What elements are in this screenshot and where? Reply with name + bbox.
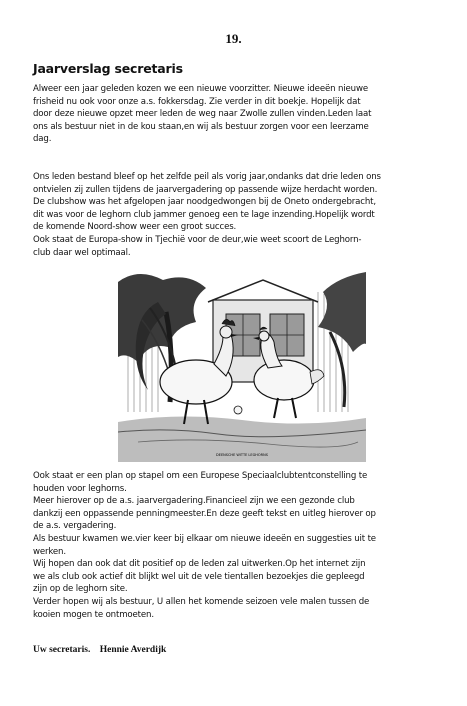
text-line: door deze nieuwe opzet meer leden de weg naar Zwolle zullen vinden.Leden laat bbox=[33, 109, 372, 120]
text-line: Ook staat er een plan op stapel om een Europese Speciaalclubtentconstelling te bbox=[33, 471, 368, 481]
text-line: we als club ook actief dit blijkt wel uit de vele tientallen bezoekjes die gepleegd bbox=[33, 571, 365, 582]
text-line: dankzij een oppassende penningmeester.En deze geeft tekst en uitleg hierover op bbox=[33, 508, 376, 519]
text-line: De clubshow was het afgelopen jaar noodgedwongen bij de Oneto ondergebracht, bbox=[33, 197, 376, 208]
text-line: Alweer een jaar geleden kozen we een nieuwe voorzitter. Nieuwe ideeën nieuwe bbox=[33, 84, 368, 94]
text-line: Wij hopen dan ook dat dit positief op de leden zal uitwerken.Op het internet zijn bbox=[33, 559, 366, 570]
page-title: Jaarverslag secretaris bbox=[33, 61, 183, 76]
illustration-caption: DEENSCHE WITTE LEGHORNS bbox=[216, 453, 268, 457]
text-line: Ons leden bestand bleef op het zelfde peil als vorig jaar,ondanks dat drie leden ons bbox=[33, 172, 381, 182]
signature-name: Hennie Averdijk bbox=[99, 645, 167, 655]
text-line: houden voor leghorns. bbox=[33, 483, 127, 494]
text-line: Verder hopen wij als bestuur, U allen het komende seizoen vele malen tussen de bbox=[33, 596, 370, 607]
text-line: zijn op de leghorn site. bbox=[33, 584, 128, 595]
text-line: Ook staat de Europa-show in Tjechië voor de deur,wie weet scoort de Leghorn- bbox=[33, 234, 362, 245]
page-number: 19. bbox=[225, 31, 242, 46]
text-line: werken. bbox=[33, 546, 66, 557]
paragraph-members bbox=[33, 171, 445, 259]
paragraph-intro bbox=[33, 83, 445, 146]
text-line: dit was voor de leghorn club jammer genoeg een te lage inzending.Hopelijk wordt bbox=[33, 209, 375, 220]
text-line: de a.s. vergadering. bbox=[33, 521, 117, 532]
text-line: club daar wel optimaal. bbox=[33, 247, 131, 258]
text-line: Als bestuur kwamen we.vier keer bij elkaar om nieuwe ideeën en suggesties uit te bbox=[33, 533, 376, 544]
text-line: frisheid nu ook voor onze a.s. fokkersdag. Zie verder in dit boekje. Hopelijk dat bbox=[33, 96, 361, 107]
text-line: dag. bbox=[33, 134, 52, 145]
text-line: ons als bestuur niet in de kou staan,en wij als bestuur zorgen voor een leerzame bbox=[33, 121, 369, 132]
text-line: de komende Noord-show weer een groot succes. bbox=[33, 222, 237, 233]
text-line: ontvielen zij zullen tijdens de jaarvergadering op passende wijze herdacht worden. bbox=[33, 184, 378, 195]
text-line: kooien mogen te ontmoeten. bbox=[33, 609, 154, 620]
leghorn-illustration bbox=[118, 272, 366, 462]
text-line: Meer hierover op de a.s. jaarvergadering.Financieel zijn we een gezonde club bbox=[33, 496, 355, 507]
paragraph-plans bbox=[33, 470, 445, 621]
signature bbox=[33, 645, 166, 655]
signature-role: Uw secretaris. bbox=[33, 645, 91, 655]
